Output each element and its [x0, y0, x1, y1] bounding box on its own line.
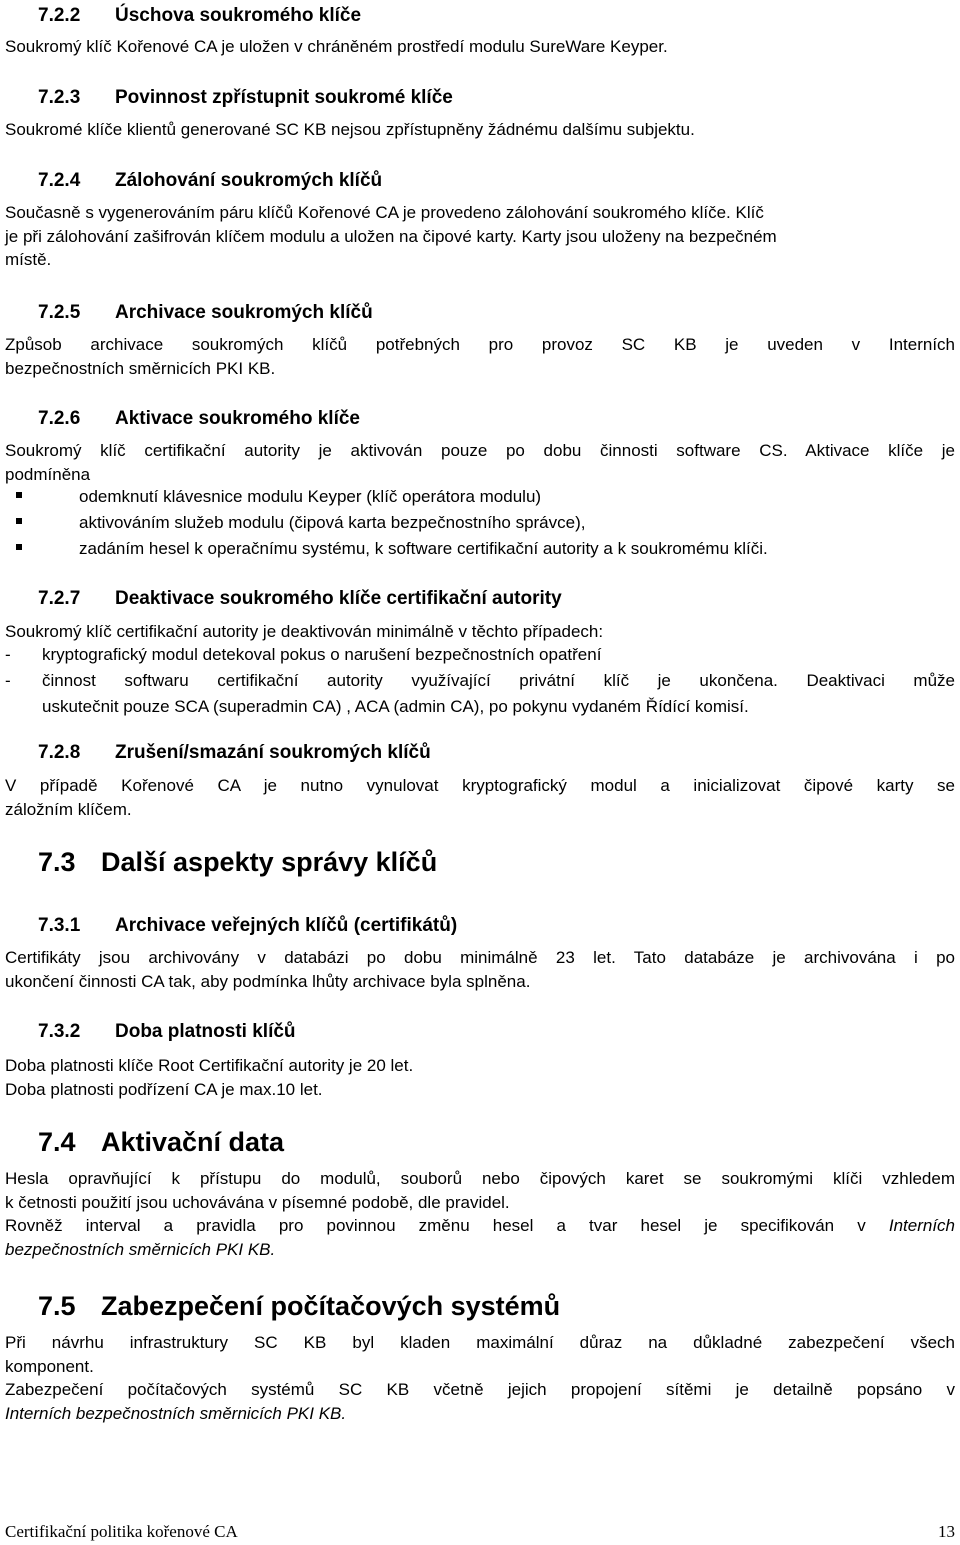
page-footer [5, 1521, 955, 1543]
dash-list [5, 642, 955, 720]
text-line: Soukromý klíč certifikační autority je aktivován pouze po dobu činnosti software CS. Aktivace klíče je [5, 441, 955, 460]
heading-number: 7.2.6 [38, 408, 81, 429]
square-bullet-icon [16, 492, 22, 498]
heading-title: Aktivace soukromého klíče [115, 408, 360, 429]
list-item-text: zadáním hesel k operačnímu systému, k software certifikační autority a k soukromému klíči. [79, 539, 768, 558]
list-item-text: kryptografický modul detekoval pokus o narušení bezpečnostních opatření [42, 645, 602, 664]
text-line: V případě Kořenové CA je nutno vynulovat kryptografický modul a inicializovat čipové karty se [5, 776, 955, 795]
paragraph [5, 946, 955, 993]
text-line: místě. [5, 250, 52, 269]
text-line: Certifikáty jsou archivovány v databázi po dobu minimálně 23 let. Tato databáze je archivována i po [5, 948, 955, 967]
list-item [5, 484, 955, 510]
heading-7-2-8 [5, 741, 955, 765]
heading-title: Zrušení/smazání soukromých klíčů [115, 742, 431, 763]
heading-title: Deaktivace soukromého klíče certifikační autority [115, 588, 562, 609]
square-bullet-icon [16, 544, 22, 550]
paragraph: Soukromý klíč certifikační autority je deaktivován minimálně v těchto případech: [5, 622, 604, 641]
list-item [5, 536, 955, 562]
text-line: uskutečnit pouze SCA (superadmin CA) , ACA (admin CA), po pokynu vydaném Řídící komisí. [42, 697, 749, 716]
text-line: bezpečnostních směrnicích PKI KB. [5, 358, 276, 378]
text-line: Doba platnosti podřízení CA je max.10 let. [5, 1079, 323, 1099]
heading-7-3-2 [5, 1020, 955, 1044]
italic-reference: bezpečnostních směrnicích PKI KB. [5, 1239, 276, 1259]
paragraph [5, 201, 955, 272]
text-line [5, 1214, 955, 1238]
heading-number: 7.5 [38, 1291, 76, 1321]
paragraph [5, 333, 955, 380]
italic-reference: Interních bezpečnostních směrnicích PKI KB. [5, 1403, 347, 1423]
heading-number: 7.4 [38, 1127, 76, 1157]
heading-number: 7.2.7 [38, 588, 81, 609]
heading-7-2-3 [5, 86, 955, 110]
heading-7-5 [5, 1290, 955, 1322]
text-line: Zabezpečení počítačových systémů SC KB včetně jejich propojení sítěmi je detailně popsáno v [5, 1380, 955, 1399]
heading-7-2-4 [5, 169, 955, 193]
heading-title: Zálohování soukromých klíčů [115, 170, 383, 191]
heading-number: 7.3.2 [38, 1021, 81, 1042]
text-line: Způsob archivace soukromých klíčů potřebných pro provoz SC KB je uveden v Interních [5, 335, 955, 354]
text-line: Při návrhu infrastruktury SC KB byl kladen maximální důraz na důkladné zabezpečení všech [5, 1333, 955, 1352]
heading-title: Další aspekty správy klíčů [101, 847, 438, 877]
text-run: Rovněž interval a pravidla pro povinnou změnu hesel a tvar hesel je specifikován v [5, 1216, 889, 1235]
dash-marker: - [5, 671, 11, 690]
bullet-list [5, 484, 955, 562]
paragraph [5, 1331, 955, 1425]
paragraph [5, 774, 955, 821]
list-item-text: odemknutí klávesnice modulu Keyper (klíč operátora modulu) [79, 487, 542, 506]
text-line: ukončení činnosti CA tak, aby podmínka lhůty archivace byla splněna. [5, 971, 531, 991]
paragraph: Soukromé klíče klientů generované SC KB nejsou zpřístupněny žádnému dalšímu subjektu. [5, 120, 695, 139]
heading-7-2-6 [5, 407, 955, 431]
text-line: podmíněna [5, 464, 91, 484]
heading-title: Úschova soukromého klíče [115, 5, 362, 26]
heading-number: 7.3.1 [38, 915, 81, 936]
heading-7-4 [5, 1126, 955, 1158]
footer-title: Certifikační politika kořenové CA [5, 1522, 238, 1541]
heading-title: Doba platnosti klíčů [115, 1021, 296, 1042]
text-line: k četnosti použití jsou uchovávána v písemné podobě, dle pravidel. [5, 1192, 510, 1212]
heading-7-3-1 [5, 914, 955, 938]
text-line: Současně s vygenerováním páru klíčů Kořenové CA je provedeno zálohování soukromého klíče. Klíč [5, 203, 764, 222]
heading-number: 7.2.2 [38, 5, 81, 26]
paragraph: Soukromý klíč Kořenové CA je uložen v chráněném prostředí modulu SureWare Keyper. [5, 37, 668, 56]
heading-number: 7.2.8 [38, 742, 81, 763]
heading-number: 7.3 [38, 847, 76, 877]
heading-7-2-2 [5, 4, 955, 28]
paragraph [5, 1054, 955, 1101]
list-item [5, 510, 955, 536]
text-line: Hesla opravňující k přístupu do modulů, souborů nebo čipových karet se soukromými klíči vzhledem [5, 1169, 955, 1188]
text-line: činnost softwaru certifikační autority využívající privátní klíč je ukončena. Deaktivaci může [42, 671, 955, 690]
dash-list-item [5, 642, 955, 668]
heading-title: Archivace soukromých klíčů [115, 302, 373, 323]
heading-title: Zabezpečení počítačových systémů [101, 1291, 561, 1321]
heading-number: 7.2.3 [38, 87, 81, 108]
heading-title: Archivace veřejných klíčů (certifikátů) [115, 915, 458, 936]
text-line: je při zálohování zašifrován klíčem modulu a uložen na čipové karty. Karty jsou uloženy na bezpečném [5, 226, 777, 246]
page-number: 13 [938, 1522, 955, 1541]
dash-marker: - [5, 645, 11, 664]
heading-title: Aktivační data [101, 1127, 285, 1157]
heading-7-2-7 [5, 587, 955, 611]
list-item-text: aktivováním služeb modulu (čipová karta bezpečnostního správce), [79, 513, 586, 532]
italic-reference: Interních [888, 1216, 955, 1235]
heading-number: 7.2.5 [38, 302, 81, 323]
dash-list-item [5, 668, 955, 720]
text-line: Doba platnosti klíče Root Certifikační autority je 20 let. [5, 1056, 414, 1075]
square-bullet-icon [16, 518, 22, 524]
paragraph [5, 1167, 955, 1261]
heading-title: Povinnost zpřístupnit soukromé klíče [115, 87, 453, 108]
heading-7-3 [5, 846, 955, 878]
text-line: záložním klíčem. [5, 799, 132, 819]
paragraph [5, 439, 955, 486]
text-line: komponent. [5, 1356, 94, 1376]
heading-7-2-5 [5, 301, 955, 325]
heading-number: 7.2.4 [38, 170, 81, 191]
